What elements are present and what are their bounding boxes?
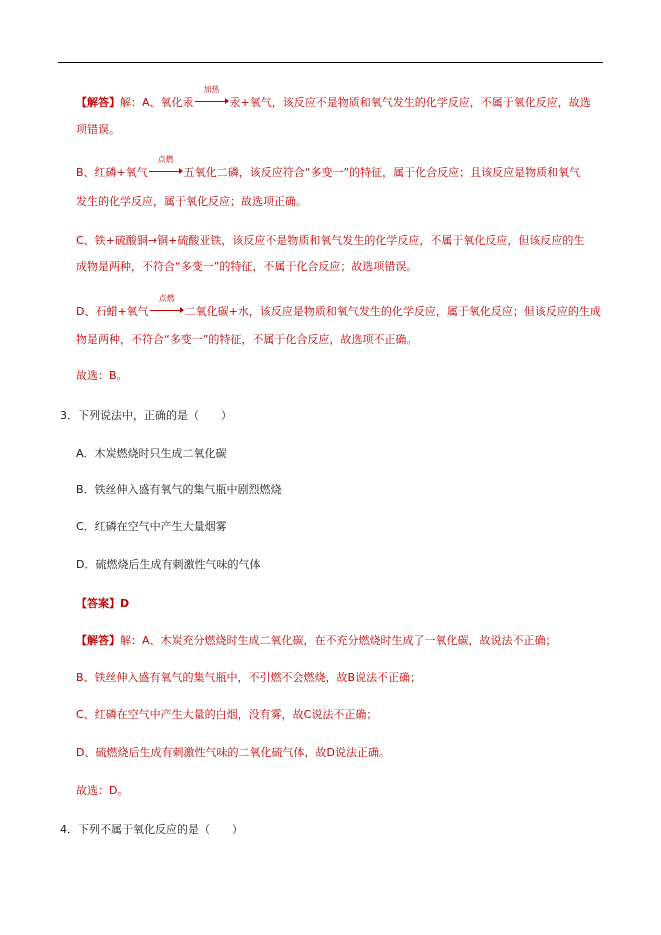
q2-solution-b-line2: 发生的化学反应，属于氧化反应；故选项正确。 (76, 195, 307, 208)
q2-solution-a-pre: 解：A、氧化汞 (120, 96, 194, 109)
reaction-condition-heating: 加热 (203, 85, 220, 94)
reaction-condition-ignite: 点燃 (158, 294, 175, 303)
q2-solution-a-line2: 项错误。 (76, 123, 120, 136)
q2-solution-b-pre: B、红磷+氧气 (76, 166, 148, 179)
q3-option-b: B．铁丝伸入盛有氧气的集气瓶中剧烈燃烧 (76, 483, 282, 496)
q3-answer: 【答案】D (76, 597, 130, 610)
q3-option-c: C．红磷在空气中产生大量烟雾 (76, 520, 227, 533)
header-rule (58, 62, 603, 63)
reaction-condition-ignite: 点燃 (157, 155, 174, 164)
q3-option-d: D．硫燃烧后生成有刺激性气味的气体 (76, 558, 261, 571)
reaction-arrow-heating (195, 85, 229, 106)
q3-solution-line4: D、硫燃烧后生成有刺激性气味的二氧化硫气体，故D说法正确。 (76, 746, 390, 759)
q2-solution-b-post: 五氧化二磷，该反应符合“多变一”的特征，属于化合反应；且该反应是物质和氧气 (183, 166, 581, 179)
q2-final-choice: 故选：B。 (76, 369, 128, 382)
reaction-arrow-ignite (150, 294, 184, 315)
q3-solution-line2: B、铁丝伸入盛有氧气的集气瓶中，不引燃不会燃烧，故B说法不正确； (76, 671, 422, 684)
q3-solution-a: 解：A、木炭充分燃烧时生成二氧化碳，在不充分燃烧时生成了一氧化碳，故说法不正确； (120, 634, 557, 647)
q2-solution-a-post: 汞+氧气，该反应不是物质和氧气发生的化学反应，不属于氧化反应，故选 (229, 96, 591, 109)
q2-solution-d-line2: 物是两种，不符合“多变一”的特征，不属于化合反应，故选项不正确。 (76, 333, 418, 346)
q2-solution-d-post: 二氧化碳+水，该反应是物质和氧气发生的化学反应，属于氧化反应；但该反应的生成 (184, 305, 601, 318)
q2-solution-d-pre: D、石蜡+氧气 (76, 305, 149, 318)
reaction-arrow-ignite (149, 155, 183, 176)
q3-solution-label: 【解答】 (76, 634, 120, 647)
q3-solution-line1 (76, 633, 557, 649)
q2-solution-label: 【解答】 (76, 96, 120, 109)
q2-solution-c-line1: C、铁+硫酸铜→铜+硫酸亚铁，该反应不是物质和氧气发生的化学反应，不属于氧化反应，但该反应的生 (76, 234, 585, 247)
q3-option-a: A．木炭燃烧时只生成二氧化碳 (76, 447, 227, 460)
q3-stem: 3．下列说法中，正确的是（ ） (60, 409, 232, 422)
q3-final-choice: 故选：D。 (76, 784, 129, 797)
q4-stem: 4．下列不属于氧化反应的是（ ） (60, 823, 243, 836)
q3-solution-line3: C、红磷在空气中产生大量的白烟，没有雾，故C说法不正确； (76, 708, 378, 721)
q2-solution-d-line1 (76, 294, 601, 320)
q2-solution-a-line1 (76, 85, 591, 111)
q2-solution-c-line2: 成物是两种，不符合“多变一”的特征，不属于化合反应；故选项错误。 (76, 260, 418, 273)
q2-solution-b-line1 (76, 155, 581, 181)
